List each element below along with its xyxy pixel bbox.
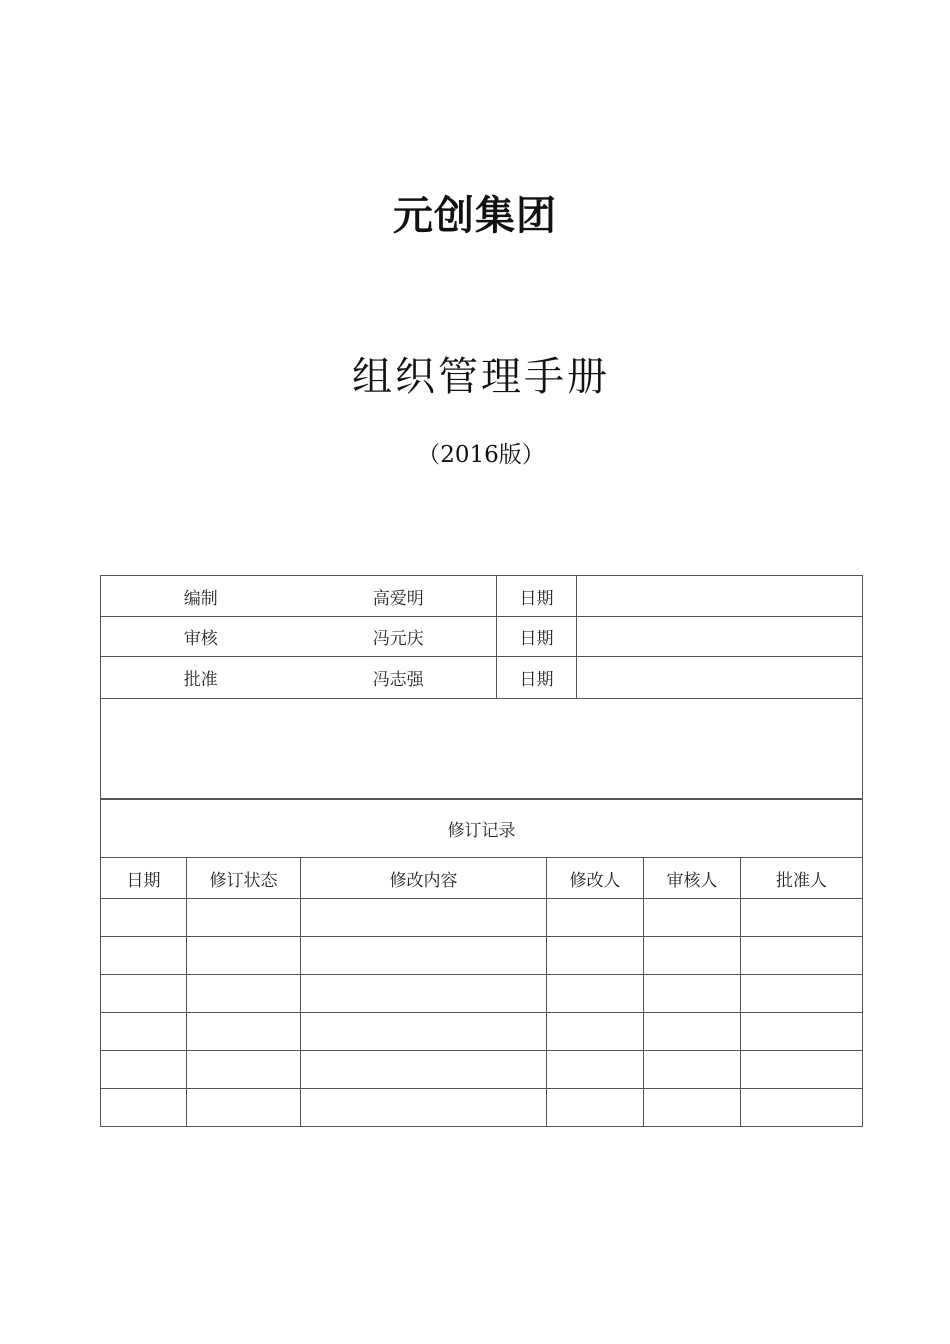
column-header-date: 日期 <box>101 858 187 899</box>
approval-blank-row <box>101 699 863 799</box>
manual-title: 组织管理手册 <box>352 354 610 400</box>
approval-row <box>101 657 863 699</box>
table-cell <box>741 1013 863 1051</box>
table-row <box>101 1089 863 1127</box>
table-cell <box>547 1013 644 1051</box>
table-cell <box>547 975 644 1013</box>
table-cell <box>547 937 644 975</box>
revision-title-row <box>101 800 863 858</box>
table-cell <box>101 1013 187 1051</box>
approval-date-label: 日期 <box>497 617 577 657</box>
blank-cell <box>101 699 863 799</box>
table-cell <box>741 899 863 937</box>
approval-date-value <box>577 657 863 699</box>
table-row <box>101 975 863 1013</box>
table-cell <box>101 899 187 937</box>
table-cell <box>301 1089 547 1127</box>
approval-date-label: 日期 <box>497 657 577 699</box>
column-header-reviewer: 审核人 <box>644 858 741 899</box>
table-cell <box>101 937 187 975</box>
approval-name: 冯元庆 <box>301 617 497 657</box>
revision-table <box>100 799 863 1127</box>
table-cell <box>301 1013 547 1051</box>
table-cell <box>301 899 547 937</box>
approval-row <box>101 576 863 617</box>
approval-role: 批准 <box>101 657 301 699</box>
approval-date-label: 日期 <box>497 576 577 617</box>
table-cell <box>547 1089 644 1127</box>
table-cell <box>187 1089 301 1127</box>
table-cell <box>187 1013 301 1051</box>
table-cell <box>301 975 547 1013</box>
table-cell <box>644 1051 741 1089</box>
table-cell <box>644 1013 741 1051</box>
table-cell <box>101 1051 187 1089</box>
table-cell <box>187 975 301 1013</box>
table-cell <box>101 975 187 1013</box>
approval-role: 编制 <box>101 576 301 617</box>
table-cell <box>644 1089 741 1127</box>
table-cell <box>187 1051 301 1089</box>
column-header-modifier: 修改人 <box>547 858 644 899</box>
column-header-content: 修改内容 <box>301 858 547 899</box>
table-row <box>101 1013 863 1051</box>
approval-table <box>100 575 863 799</box>
revision-header-row <box>101 858 863 899</box>
column-header-approver: 批准人 <box>741 858 863 899</box>
edition-label: （2016版） <box>417 442 545 468</box>
table-cell <box>101 1089 187 1127</box>
approval-date-value <box>577 617 863 657</box>
table-row <box>101 1051 863 1089</box>
approval-date-value <box>577 576 863 617</box>
table-cell <box>301 937 547 975</box>
table-row <box>101 899 863 937</box>
table-cell <box>644 975 741 1013</box>
approval-role: 审核 <box>101 617 301 657</box>
table-cell <box>547 1051 644 1089</box>
column-header-status: 修订状态 <box>187 858 301 899</box>
company-name: 元创集团 <box>393 193 557 239</box>
table-cell <box>644 899 741 937</box>
table-row <box>101 937 863 975</box>
table-cell <box>741 975 863 1013</box>
table-cell <box>187 937 301 975</box>
table-cell <box>741 937 863 975</box>
table-cell <box>547 899 644 937</box>
revision-title: 修订记录 <box>101 800 863 858</box>
table-cell <box>741 1051 863 1089</box>
approval-name: 高爱明 <box>301 576 497 617</box>
approval-name: 冯志强 <box>301 657 497 699</box>
table-cell <box>644 937 741 975</box>
approval-row <box>101 617 863 657</box>
table-cell <box>187 899 301 937</box>
table-cell <box>741 1089 863 1127</box>
table-cell <box>301 1051 547 1089</box>
